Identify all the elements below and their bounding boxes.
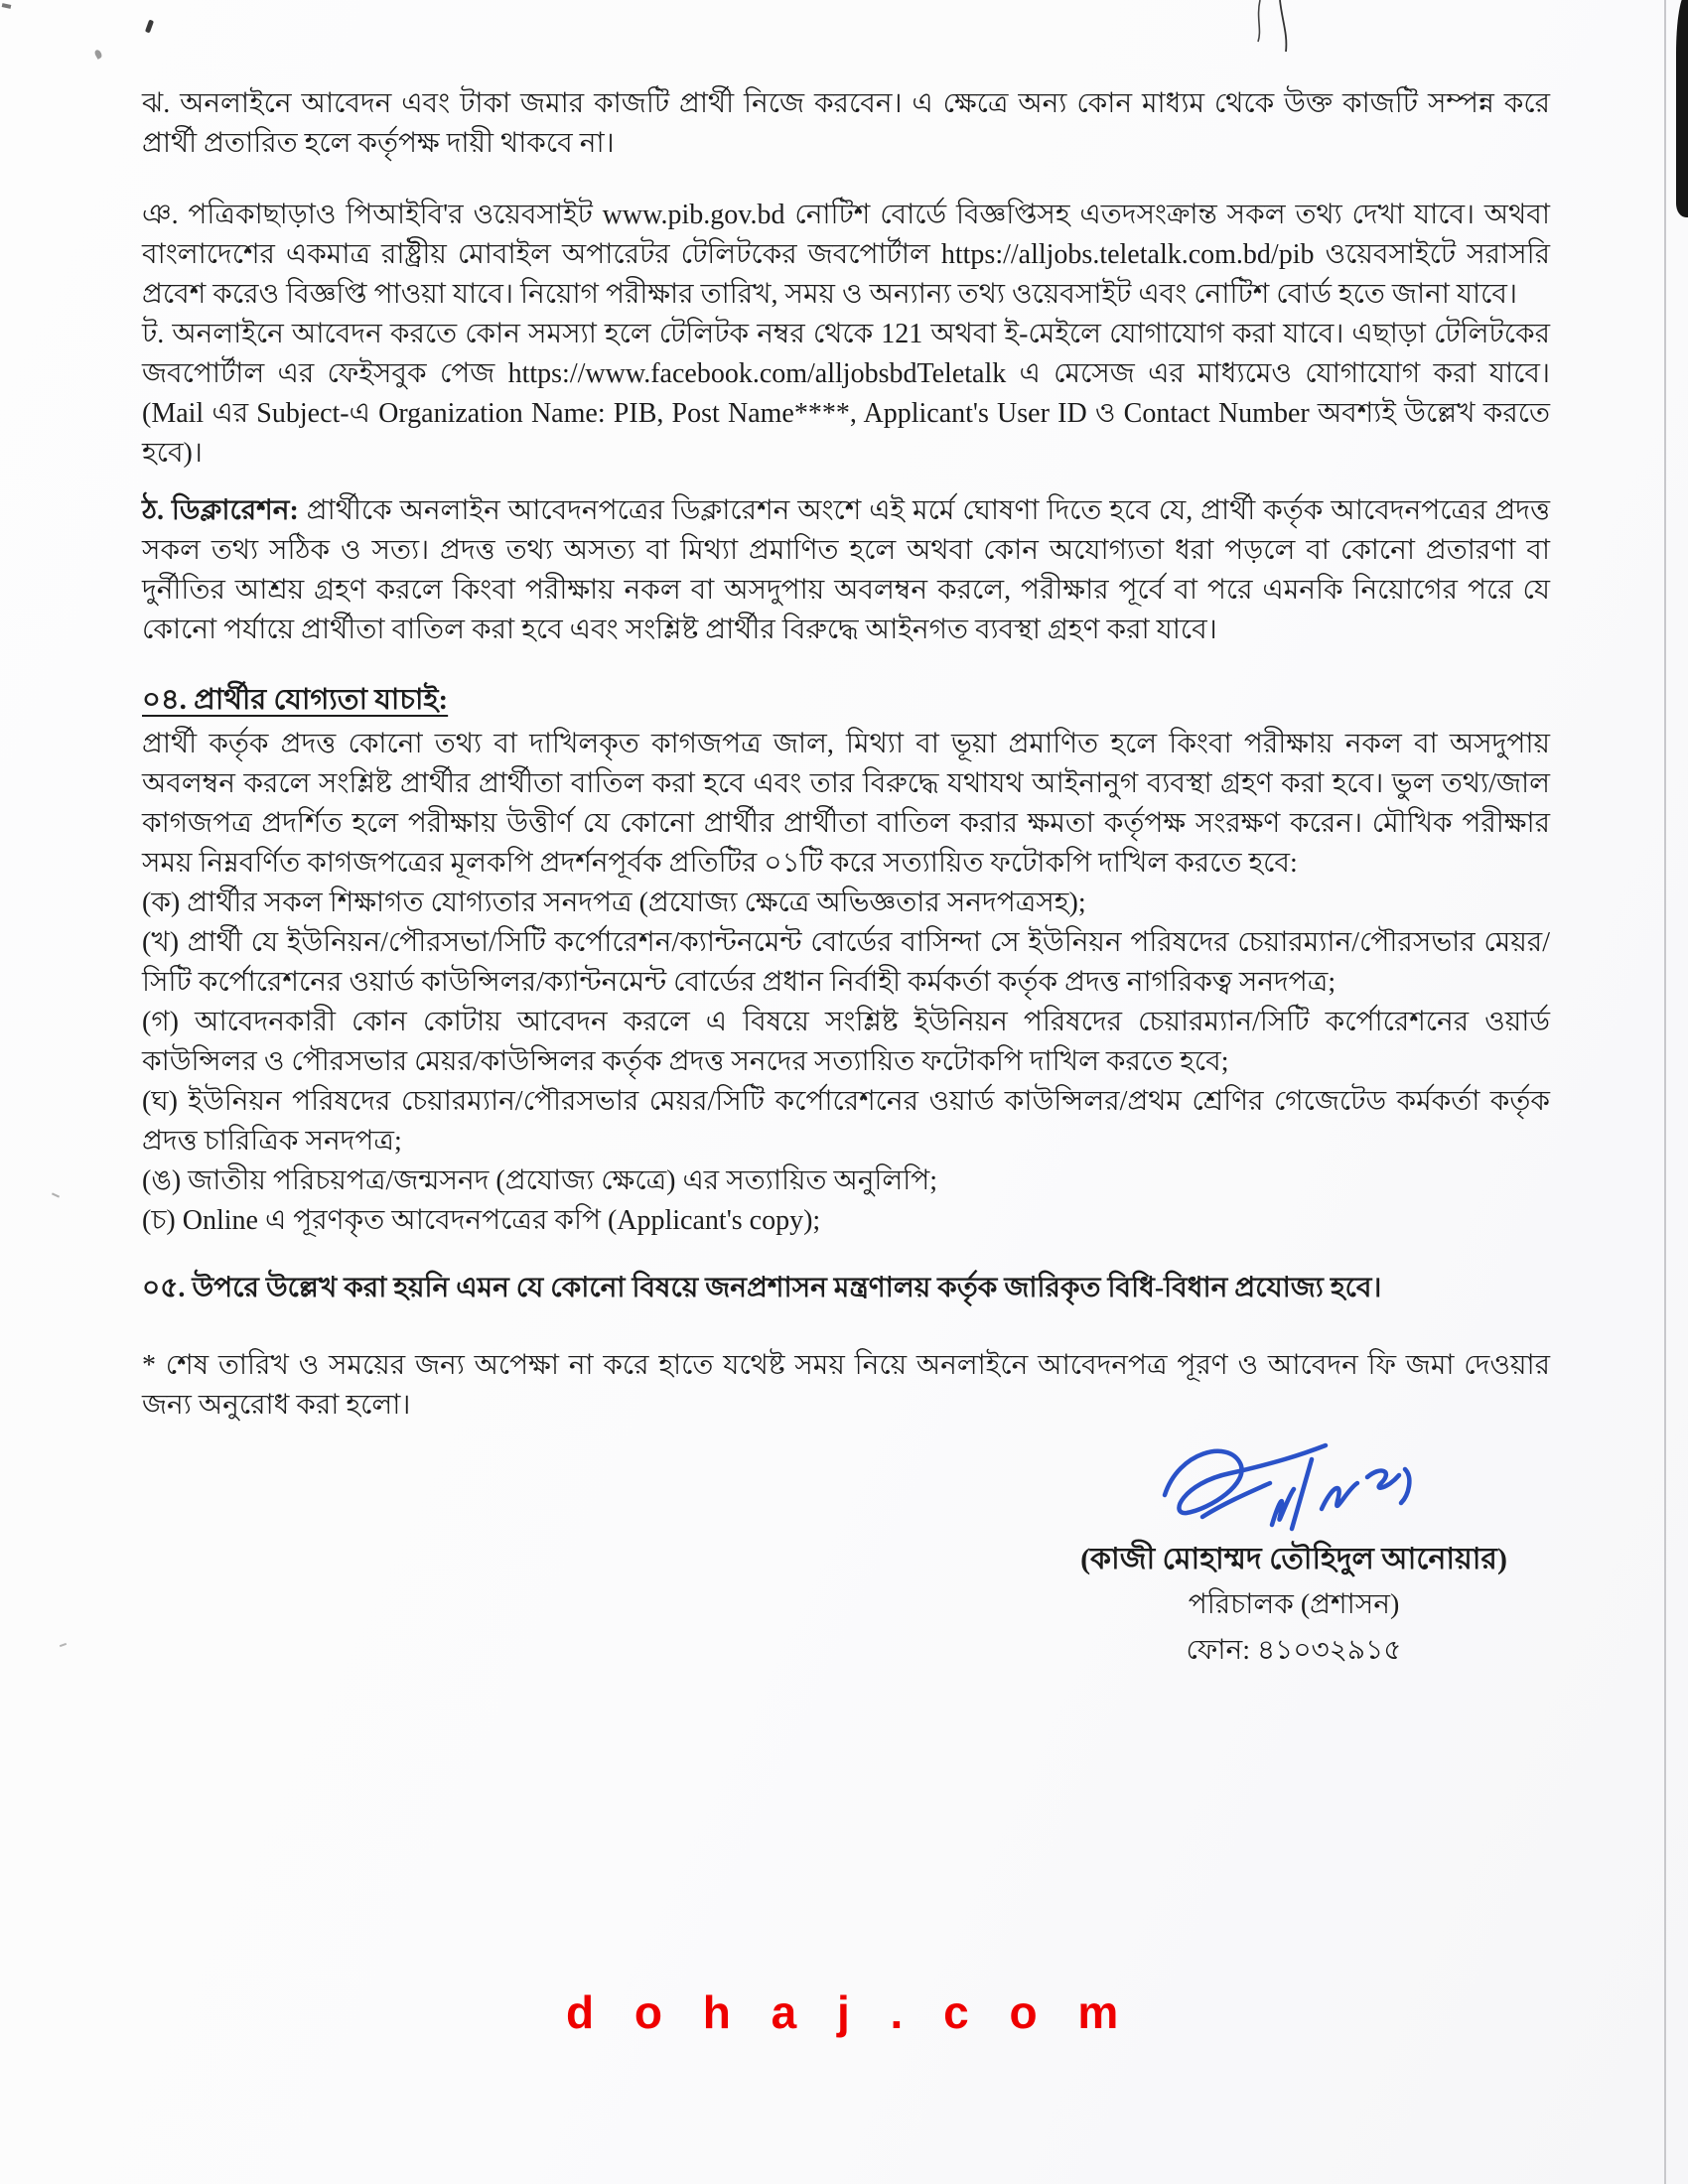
list-item-gha: (ঘ) ইউনিয়ন পরিষদের চেয়ারম্যান/পৌরসভার মেয়র/সিটি কর্পোরেশনের ওয়ার্ড কাউন্সিলর/প্রথম শ্রেণির গেজেটেড কর্মকর্তা কর্তৃক প্রদত্ত চারিত্রিক সনদপত্র; <box>142 1086 1550 1157</box>
watermark-site-text: d o h a j . c o m <box>566 1986 1133 2038</box>
scan-corner-shadow <box>1676 0 1688 217</box>
scan-speck <box>93 49 103 60</box>
scan-speck <box>2 3 12 9</box>
signature-icon <box>1145 1426 1443 1545</box>
document-body <box>142 84 1550 1674</box>
list-item-kha: (খ) প্রার্থী যে ইউনিয়ন/পৌরসভা/সিটি কর্পোরেশন/ক্যান্টনমেন্ট বোর্ডের বাসিন্দা সে ইউনিয়ন পরিষদের চেয়ারম্যান/পৌরসভার মেয়র/সিটি কর্পোরেশনের ওয়ার্ড কাউন্সিলর/ক্যান্টনমেন্ট বোর্ডের প্রধান নির্বাহী কর্মকর্তা কর্তৃক প্রদত্ত নাগরিকত্ব সনদপত্র; <box>142 927 1550 998</box>
para-declaration <box>142 491 1550 650</box>
required-documents-list <box>142 884 1550 1241</box>
scan-speck <box>52 1192 60 1197</box>
signatory-phone: ফোন: ৪১০৩২৯১৫ <box>1186 1635 1402 1666</box>
declaration-text: প্রার্থীকে অনলাইন আবেদনপত্রের ডিক্লারেশন অংশে এই মর্মে ঘোষণা দিতে হবে যে, প্রার্থী কর্তৃক আবেদনপত্রের প্রদত্ত সকল তথ্য সঠিক ও সত্য। প্রদত্ত তথ্য অসত্য বা মিথ্যা প্রমাণিত হলে অথবা কোন অযোগ্যতা ধরা পড়লে বা কোনো প্রতারণা বা দুর্নীতির আশ্রয় গ্রহণ করলে কিংবা পরীক্ষায় নকল বা অসদুপায় অবলম্বন করলে, পরীক্ষার পূর্বে বা পরে এমনকি নিয়োগের পরে যে কোনো পর্যায়ে প্রার্থীতা বাতিল করা হবে এবং সংশ্লিষ্ট প্রার্থীর বিরুদ্ধে আইনগত ব্যবস্থা গ্রহণ করা যাবে। <box>142 495 1550 645</box>
section-04-heading: ০৪. প্রার্থীর যোগ্যতা যাচাই: <box>142 684 449 716</box>
section-04-intro: প্রার্থী কর্তৃক প্রদত্ত কোনো তথ্য বা দাখিলকৃত কাগজপত্র জাল, মিথ্যা বা ভূয়া প্রমাণিত হলে কিংবা পরীক্ষায় নকল বা অসদুপায় অবলম্বন করলে সংশ্লিষ্ট প্রার্থীর প্রার্থীতা বাতিল করা হবে এবং তার বিরুদ্ধে যথাযথ আইনানুগ ব্যবস্থা গ্রহণ করা হবে। ভুল তথ্য/জাল কাগজপত্র প্রদর্শিত হলে পরীক্ষায় উত্তীর্ণ যে কোনো প্রার্থীর প্রার্থীতা বাতিল করার ক্ষমতা কর্তৃপক্ষ সংরক্ষণ করেন। মৌখিক পরীক্ষার সময় নিম্নবর্ণিত কাগজপত্রের মূলকপি প্রদর্শনপূর্বক প্রতিটির ০১টি করে সত্যায়িত ফটোকপি দাখিল করতে হবে: <box>142 729 1550 879</box>
scan-scratch-marks <box>1246 0 1306 69</box>
para-online-self-apply: ঝ. অনলাইনে আবেদন এবং টাকা জমার কাজটি প্রার্থী নিজে করবেন। এ ক্ষেত্রে অন্য কোন মাধ্যম থেকে উক্ত কাজটি সম্পন্ন করে প্রার্থী প্রতারিত হলে কর্তৃপক্ষ দায়ী থাকবে না। <box>142 88 1550 159</box>
list-item-uma: (ঙ) জাতীয় পরিচয়পত্র/জন্মসনদ (প্রযোজ্য ক্ষেত্রে) এর সত্যায়িত অনুলিপি; <box>142 1165 938 1196</box>
signature-block <box>1065 1426 1522 1674</box>
deadline-advice-note: * শেষ তারিখ ও সময়ের জন্য অপেক্ষা না করে হাতে যথেষ্ট সময় নিয়ে অনলাইনে আবেদনপত্র পূরণ ও আবেদন ফি জমা দেওয়ার জন্য অনুরোধ করা হলো। <box>142 1350 1550 1421</box>
signatory-designation: পরিচালক (প্রশাসন) <box>1188 1589 1400 1620</box>
para-website-notice-info: ঞ. পত্রিকাছাড়াও পিআইবি'র ওয়েবসাইট www.pib.gov.bd নোটিশ বোর্ডে বিজ্ঞপ্তিসহ এতদসংক্রান্ত সকল তথ্য দেখা যাবে। অথবা বাংলাদেশের একমাত্র রাষ্ট্রীয় মোবাইল অপারেটর টেলিটকের জবপোর্টাল https://alljobs.teletalk.com.bd/pib ওয়েবসাইটে সরাসরি প্রবেশ করেও বিজ্ঞপ্তি পাওয়া যাবে। নিয়োগ পরীক্ষার তারিখ, সময় ও অন্যান্য তথ্য ওয়েবসাইট এবং নোটিশ বোর্ড হতে জানা যাবে। <box>142 200 1550 310</box>
signatory-name: (কাজী মোহাম্মদ তৌহিদুল আনোয়ার) <box>1080 1543 1507 1575</box>
scan-speck <box>145 20 154 34</box>
declaration-label: ঠ. ডিক্লারেশন: <box>142 495 299 526</box>
list-item-ka: (ক) প্রার্থীর সকল শিক্ষাগত যোগ্যতার সনদপত্র (প্রযোজ্য ক্ষেত্রে অভিজ্ঞতার সনদপত্রসহ); <box>142 887 1086 918</box>
para-helpline-contact: ট. অনলাইনে আবেদন করতে কোন সমস্যা হলে টেলিটক নম্বর থেকে 121 অথবা ই-মেইলে যোগাযোগ করা যাবে। এছাড়া টেলিটকের জবপোর্টাল এর ফেইসবুক পেজ https://www.facebook.com/alljobsbdTeletalk এ মেসেজ এর মাধ্যমেও যোগাযোগ করা যাবে। (Mail এর Subject-এ Organization Name: PIB, Post Name****, Applicant's User ID ও Contact Number অবশ্যই উল্লেখ করতে হবে)। <box>142 319 1550 469</box>
list-item-ga: (গ) আবেদনকারী কোন কোটায় আবেদন করলে এ বিষয়ে সংশ্লিষ্ট ইউনিয়ন পরিষদের চেয়ারম্যান/সিটি কর্পোরেশনের ওয়ার্ড কাউন্সিলর ও পৌরসভার মেয়র/কাউন্সিলর কর্তৃক প্রদত্ত সনদের সত্যায়িত ফটোকপি দাখিল করতে হবে; <box>142 1007 1550 1077</box>
section-05-rules-note: ০৫. উপরে উল্লেখ করা হয়নি এমন যে কোনো বিষয়ে জনপ্রশাসন মন্ত্রণালয় কর্তৃক জারিকৃত বিধি-বিধান প্রযোজ্য হবে। <box>142 1273 1382 1303</box>
scan-speck <box>60 1643 67 1647</box>
list-item-cha: (চ) Online এ পূরণকৃত আবেদনপত্রের কপি (Applicant's copy); <box>142 1205 821 1236</box>
scan-edge-line <box>1664 0 1666 2184</box>
